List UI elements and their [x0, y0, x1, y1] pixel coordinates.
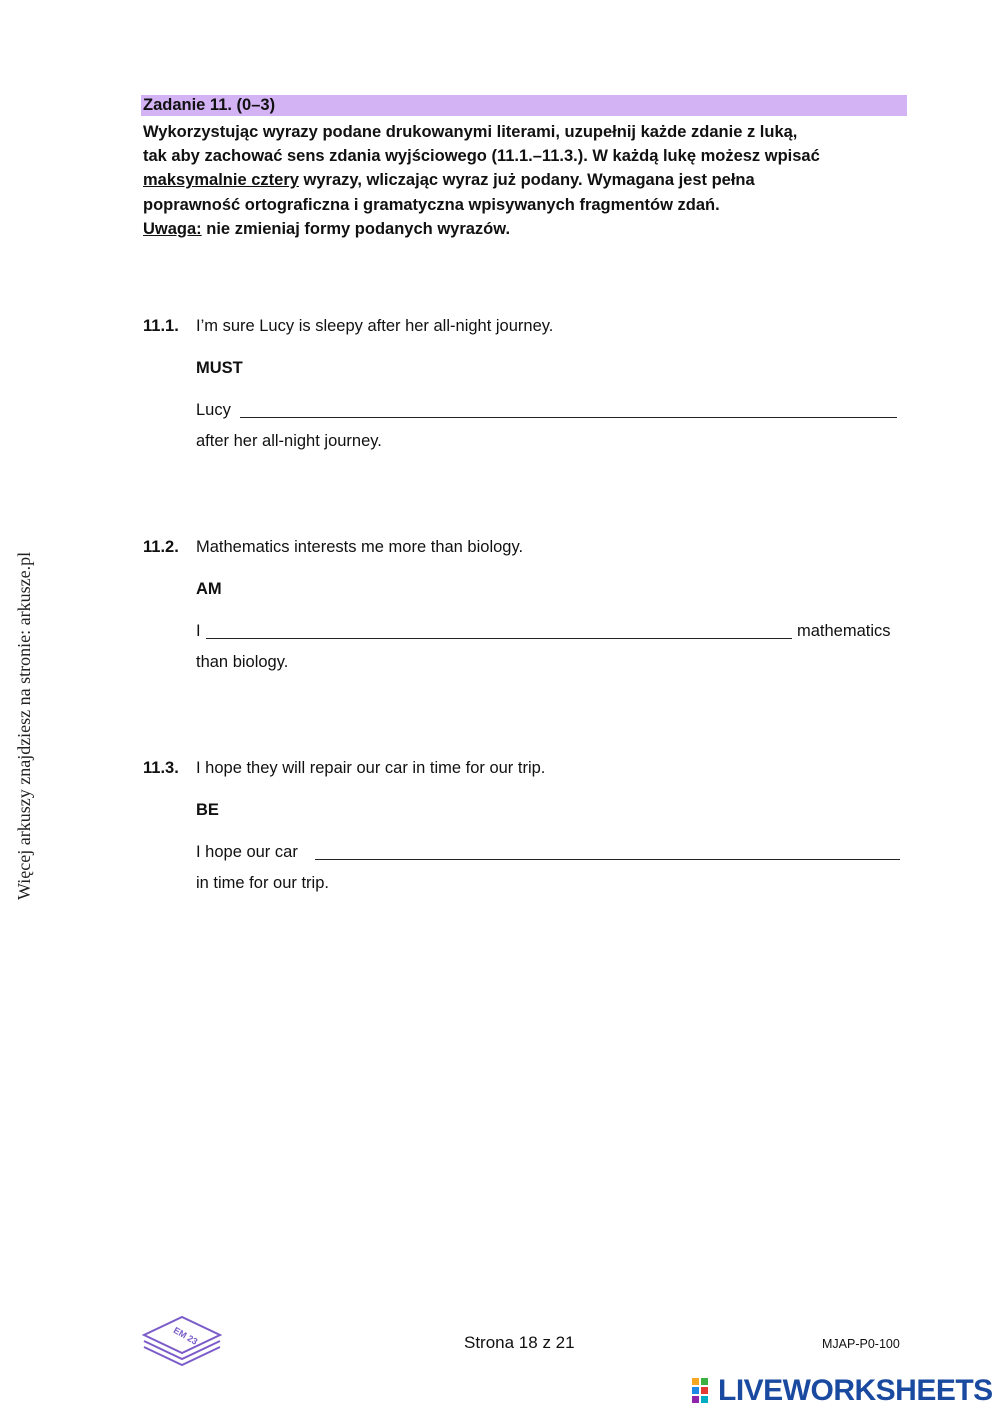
liveworksheets-logo-icon — [692, 1378, 718, 1404]
answer-gap[interactable] — [315, 859, 900, 860]
underlined-limit: maksymalnie cztery — [143, 171, 299, 190]
note-text: nie zmieniaj formy podanych wyrazów. — [201, 219, 511, 238]
instruction-line: tak aby zachować sens zdania wyjściowego (11.1.–11.3.). W każdą lukę możesz wpisać — [143, 147, 820, 166]
logo-text: EM 23 — [171, 1325, 200, 1347]
item-sentence: Mathematics interests me more than biology. — [196, 538, 524, 556]
exam-logo-icon — [140, 1313, 224, 1369]
answer-gap[interactable] — [206, 638, 792, 639]
item-number: 11.3. — [143, 759, 179, 777]
liveworksheets-brand: LIVEWORKSHEETS — [718, 1374, 993, 1407]
sidebar-source-text: Więcej arkuszy znajdziesz na stronie: arkusze.pl — [14, 551, 34, 900]
item-keyword: BE — [196, 801, 219, 819]
gap-suffix: mathematics — [797, 622, 891, 640]
gap-continuation: than biology. — [196, 653, 289, 671]
item-number: 11.1. — [143, 317, 179, 335]
gap-prefix: Lucy — [196, 401, 231, 419]
item-sentence: I hope they will repair our car in time for our trip. — [196, 759, 546, 777]
page-number: Strona 18 z 21 — [464, 1333, 575, 1352]
gap-prefix: I hope our car — [196, 843, 298, 861]
instruction-line: poprawność ortograficzna i gramatyczna wpisywanych fragmentów zdań. — [143, 195, 720, 214]
item-number: 11.2. — [143, 538, 179, 556]
exam-code: MJAP-P0-100 — [822, 1337, 900, 1351]
item-keyword: MUST — [196, 359, 243, 377]
task-instructions — [143, 120, 913, 241]
instruction-line: maksymalnie cztery wyrazy, wliczając wyraz już podany. Wymagana jest pełna — [143, 171, 755, 190]
note-line — [143, 217, 913, 241]
gap-continuation: in time for our trip. — [196, 874, 329, 892]
instruction-line: Wykorzystując wyrazy podane drukowanymi literami, uzupełnij każde zdanie z luką, — [143, 123, 798, 141]
note-label: Uwaga: — [143, 219, 202, 238]
answer-gap[interactable] — [240, 417, 897, 418]
gap-continuation: after her all-night journey. — [196, 432, 382, 450]
gap-prefix: I — [196, 622, 201, 640]
item-sentence: I’m sure Lucy is sleepy after her all-night journey. — [196, 317, 554, 335]
task-header — [141, 95, 907, 116]
task-title: Zadanie 11. (0–3) — [143, 96, 276, 114]
item-keyword: AM — [196, 580, 222, 598]
